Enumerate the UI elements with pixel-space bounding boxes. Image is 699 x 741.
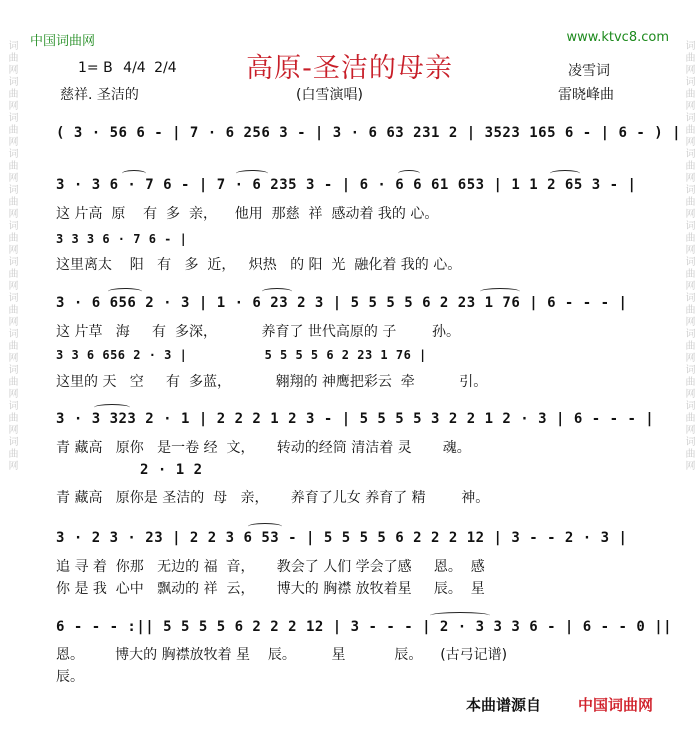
source-label: 本曲谱源自 — [466, 696, 542, 714]
slur-mark — [248, 523, 282, 530]
key-signature — [78, 60, 177, 76]
slur-mark — [430, 612, 490, 619]
lyrics-line-8-verse-2: 你 是 我 心中 飘动的 祥 云， 博大的 胸襟 放牧着星 辰。 星 — [56, 581, 485, 597]
score-line-4: 3 · 6 656 2 · 3 | 1 · 6 23 2 3 | 5 5 5 5 6 2 23 1 76 | 6 - - - | — [56, 295, 628, 311]
source-site-link[interactable]: 中国词曲网 — [578, 696, 654, 714]
lyrics-line-9-verse-2: 辰。 — [56, 669, 84, 685]
site-url-right[interactable]: www.ktvc8.com — [566, 30, 669, 45]
site-name-left[interactable]: 中国词曲网 — [30, 34, 96, 49]
slur-mark — [236, 170, 268, 177]
lyrics-line-2-verse-1: 这 片高 原 有 多 亲， 他用 那慈 祥 感动着 我的 心。 — [56, 206, 439, 222]
score-line-7: 2 · 1 2 — [140, 462, 203, 478]
score-line-5: 3 3 6 656 2 · 3 | 5 5 5 5 6 2 23 1 76 | — [56, 348, 427, 362]
composer: 雷晓峰曲 — [558, 87, 614, 103]
lyrics-line-4-verse-1: 这 片草 海 有 多深， 养育了 世代高原的 子 孙。 — [56, 324, 460, 340]
lyrics-line-3-verse-2: 这里离太 阳 有 多 近， 炽热 的 阳 光 融化着 我的 心。 — [56, 257, 462, 273]
key-label: 1= B — [78, 60, 113, 76]
slur-mark — [398, 170, 420, 177]
performer: (白雪演唱) — [296, 87, 363, 103]
watermark-right: 词曲网词曲网词曲网词曲网词曲网词曲网词曲网词曲网词曲网词曲网词曲网词曲网 — [683, 40, 694, 472]
lyrics-line-7-verse-2: 青 藏高 原你是 圣洁的 母 亲， 养育了儿女 养育了 精 神。 — [56, 490, 490, 506]
score-line-9: 6 - - - :|| 5 5 5 5 6 2 2 2 12 | 3 - - - | 2 · 3 3 3 6 - | 6 - - 0 || — [56, 619, 673, 635]
song-title: 高原-圣洁的母亲 — [246, 53, 453, 84]
slur-mark — [94, 404, 130, 411]
lyrics-line-5-verse-2: 这里的 天 空 有 多蓝， 翱翔的 神鹰把彩云 牵 引。 — [56, 374, 488, 390]
time-signature-2: 2/4 — [154, 60, 177, 76]
slur-mark — [122, 170, 146, 177]
slur-mark — [262, 288, 292, 295]
lyrics-line-6-verse-1: 青 藏高 原你 是一卷 经 文， 转动的经筒 清洁着 灵 魂。 — [56, 440, 471, 456]
score-line-2: 3 · 3 6 · 7 6 - | 7 · 6 235 3 - | 6 · 6 6 61 653 | 1 1 2 65 3 - | — [56, 177, 637, 193]
slur-mark — [480, 288, 520, 295]
score-line-1: ( 3 · 56 6 - | 7 · 6 256 3 - | 3 · 6 63 231 2 | 3523 165 6 - | 6 - ) | — [56, 125, 682, 141]
time-signature-1: 4/4 — [123, 60, 146, 76]
dedication: 慈祥. 圣洁的 — [60, 87, 139, 103]
slur-mark — [550, 170, 580, 177]
score-line-3: 3 3 3 6 · 7 6 - | — [56, 232, 188, 246]
watermark-left: 词曲网词曲网词曲网词曲网词曲网词曲网词曲网词曲网词曲网词曲网词曲网词曲网 — [6, 40, 17, 472]
score-line-6: 3 · 3 323 2 · 1 | 2 2 2 1 2 3 - | 5 5 5 5 3 2 2 1 2 · 3 | 6 - - - | — [56, 411, 655, 427]
lyrics-line-8-verse-1: 追 寻 着 你那 无边的 福 音， 教会了 人们 学会了感 恩。 感 — [56, 559, 485, 575]
lyricist: 凌雪词 — [568, 63, 610, 79]
score-line-8: 3 · 2 3 · 23 | 2 2 3 6 53 - | 5 5 5 5 6 2 2 2 12 | 3 - - 2 · 3 | — [56, 530, 628, 546]
slur-mark — [108, 288, 142, 295]
lyrics-line-9-verse-1: 恩。 博大的 胸襟放牧着 星 辰。 星 辰。 (古弓记谱) — [56, 647, 508, 663]
